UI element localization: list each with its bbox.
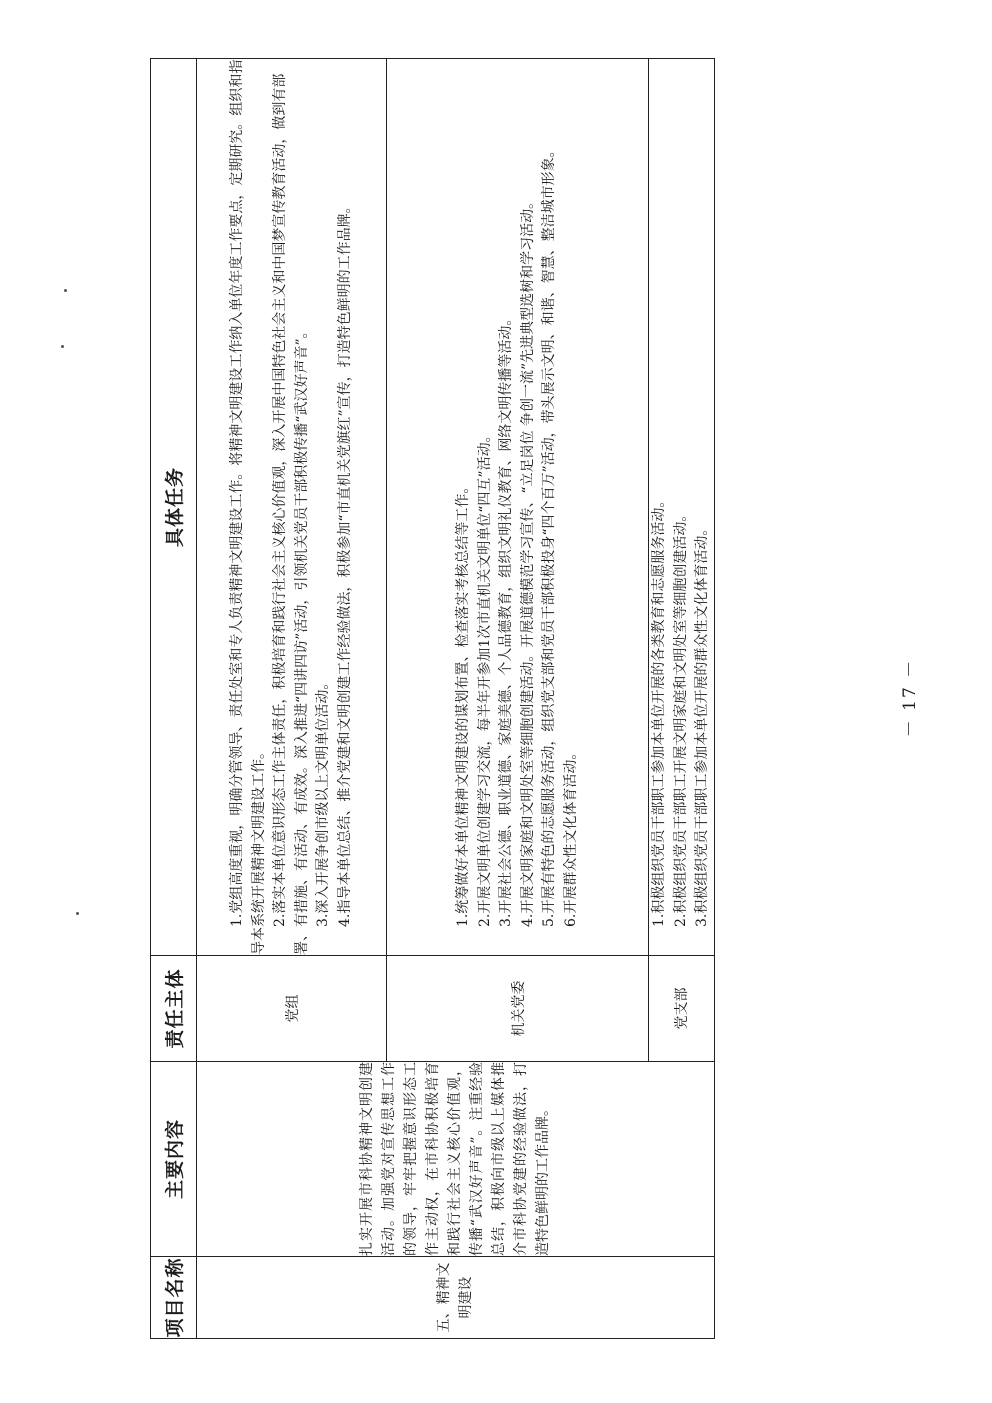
- task-item: 2.开展文明单位创建学习交流，每半年开参加1次市直机关文明单位“四互”活动。: [476, 428, 493, 927]
- page-number: － 17 －: [900, 658, 920, 738]
- task-item: 3.开展社会公德、职业道德、家庭美德、个人品德教育，组织文明礼仪教育、网络文明传播等活动。: [498, 311, 514, 927]
- task-item: 4.开展文明家庭和文明处室等细胞创建活动。开展道德模范学习宣传、“立足岗位 争创一流”先进典型选树和学习活动。: [519, 194, 536, 927]
- scan-speck: [64, 289, 67, 292]
- task-item: 1.党组高度重视，明确分管领导、责任处室和专人负责精神文明建设工作。将精神文明建设工作纳入单位年度工作要点，定期研究。组织和指导本系统开展精神文明建设工作。: [229, 59, 267, 955]
- table-row: [197, 59, 387, 1339]
- main-content-cell: 扎实开展市科协精神文明创建活动。加强党对宣传思想工作的领导，牢牢把握意识形态工作主动权，在市科协积极培育和践行社会主义核心价值观，传播“武汉好声音”。注重经验总结，积极向市级以上媒体推介市科协党建的经验做法，打造特色鲜明的工作品牌。: [197, 1062, 715, 1257]
- task-list-party-group: [197, 59, 387, 956]
- task-item: 5.开展有特色的志愿服务活动，组织党支部和党员干部积极投身“四个百万”活动，带头展示文明、和谐、智慧、整洁城市形象。: [541, 143, 557, 927]
- scan-speck: [76, 912, 79, 915]
- task-item: 3.积极组织党员干部职工参加本单位开展的群众性文化体育活动。: [694, 521, 710, 927]
- responsible-subject-party-group: 党组: [197, 956, 387, 1062]
- task-item: 2.积极组织党员干部职工开展文明家庭和文明处室等细胞创建活动。: [672, 507, 689, 927]
- task-item: 1.积极组织党员干部职工参加本单位开展的各类教育和志愿服务活动。: [651, 493, 667, 927]
- header-project-name: 项目名称: [151, 1257, 197, 1339]
- task-list-organ-committee: [387, 59, 649, 956]
- task-item: 6.开展群众性文化体育活动。: [562, 745, 579, 927]
- task-item: 4.指导本单位总结、推介党建和文明创建工作经验做法，积极参加“市直机关党旗红”宣传，打造特色鲜明的工作品牌。: [336, 199, 353, 927]
- task-item: 3.深入开展争创市级以上文明单位活动。: [315, 675, 331, 927]
- header-main-content: 主要内容: [151, 1062, 197, 1257]
- task-item: 2.落实本单位意识形态工作主体责任，积极培育和践行社会主义核心价值观，深入开展中国特色社会主义和中国梦宣传教育活动，做到有部署、有措施、有活动、有成效。深入推进“四讲四访”活动，引领机关党员干部积极传播“武汉好声音”。: [272, 73, 310, 955]
- scan-speck: [61, 345, 64, 348]
- header-responsible-subject: 责任主体: [151, 956, 197, 1062]
- table-header-row: [151, 59, 197, 1339]
- task-item: 1.统筹做好本单位精神文明建设的谋划布置、检查落实考核总结等工作。: [455, 479, 471, 927]
- task-list-party-branch: [649, 59, 715, 956]
- responsible-subject-organ-committee: 机关党委: [387, 956, 649, 1062]
- task-table: [150, 58, 715, 1339]
- project-name-cell: 五、精神文明建设: [197, 1257, 715, 1339]
- header-specific-tasks: 具体任务: [151, 59, 197, 956]
- responsible-subject-party-branch: 党支部: [649, 956, 715, 1062]
